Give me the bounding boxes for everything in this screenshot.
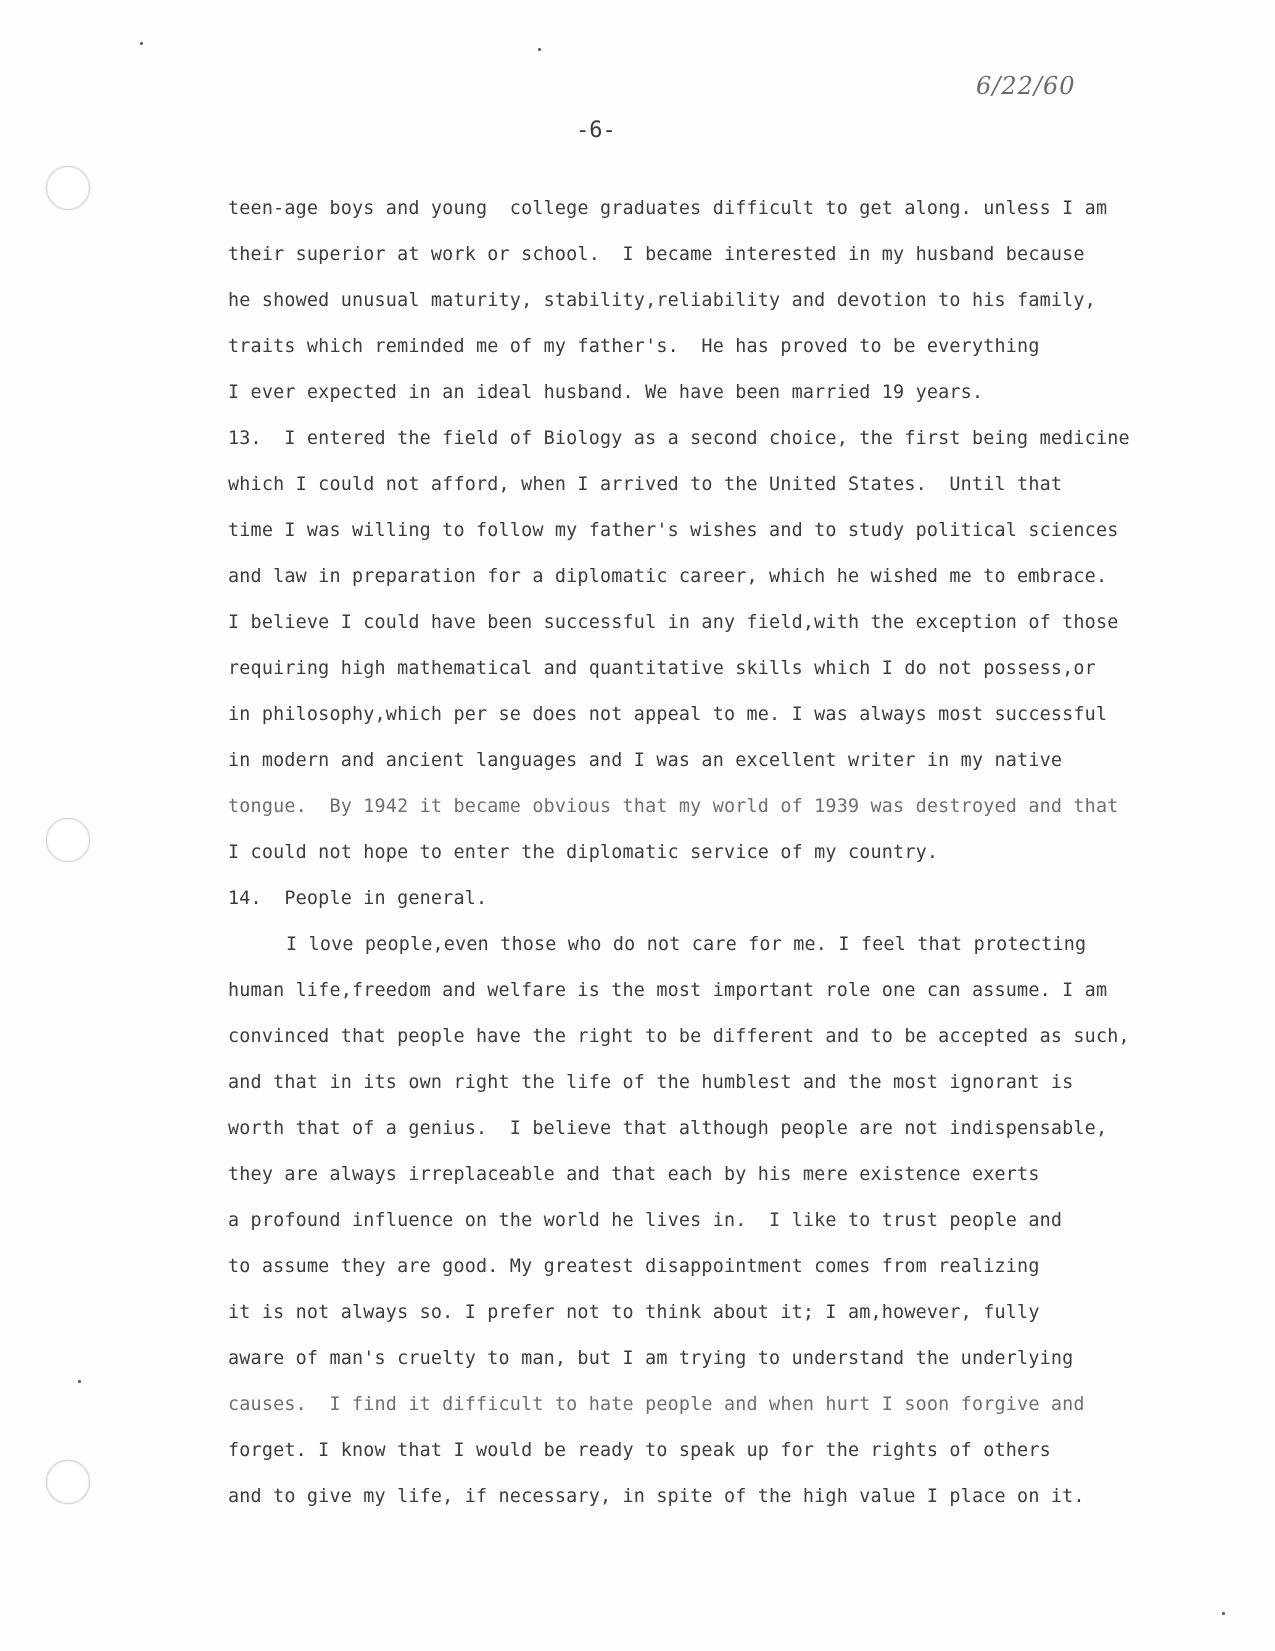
handwritten-date: 6/22/60: [976, 72, 1076, 100]
section-14-heading: 14. People in general.: [228, 888, 488, 909]
text-line: traits which reminded me of my father's. He has proved to be everything: [228, 336, 1040, 357]
text-line: and law in preparation for a diplomatic career, which he wished me to embrace.: [228, 566, 1108, 587]
typed-text-body: [228, 196, 1248, 1530]
text-line: convinced that people have the right to be different and to be accepted as such,: [228, 1026, 1130, 1047]
paragraph-14-start: I love people,even those who do not care for me. I feel that protecting: [286, 934, 1087, 955]
text-line: he showed unusual maturity, stability,reliability and devotion to his family,: [228, 290, 1096, 311]
text-line: which I could not afford, when I arrived to the United States. Until that: [228, 474, 1063, 495]
text-line: time I was willing to follow my father's wishes and to study political sciences: [228, 520, 1119, 541]
text-line: in philosophy,which per se does not appeal to me. I was always most successful: [228, 704, 1108, 725]
binder-hole: [46, 166, 90, 210]
text-line: human life,freedom and welfare is the most important role one can assume. I am: [228, 980, 1108, 1001]
text-line: it is not always so. I prefer not to think about it; I am,however, fully: [228, 1302, 1040, 1323]
text-line: I ever expected in an ideal husband. We have been married 19 years.: [228, 382, 984, 403]
text-line: and to give my life, if necessary, in spite of the high value I place on it.: [228, 1486, 1085, 1507]
page-number: -6-: [576, 118, 616, 143]
text-line: they are always irreplaceable and that each by his mere existence exerts: [228, 1164, 1040, 1185]
text-line: worth that of a genius. I believe that although people are not indispensable,: [228, 1118, 1108, 1139]
text-line: causes. I find it difficult to hate people and when hurt I soon forgive and: [228, 1394, 1085, 1415]
text-line: and that in its own right the life of the humblest and the most ignorant is: [228, 1072, 1074, 1093]
text-line: to assume they are good. My greatest disappointment comes from realizing: [228, 1256, 1040, 1277]
text-line: forget. I know that I would be ready to speak up for the rights of others: [228, 1440, 1051, 1461]
scan-speck: [78, 1380, 81, 1383]
scan-speck: [140, 42, 143, 45]
text-line: I could not hope to enter the diplomatic service of my country.: [228, 842, 939, 863]
scan-speck: [1222, 1612, 1225, 1615]
text-line: I believe I could have been successful in any field,with the exception of those: [228, 612, 1119, 633]
binder-hole: [46, 818, 90, 862]
text-line: teen-age boys and young college graduates difficult to get along. unless I am: [228, 198, 1108, 219]
scan-speck: [538, 48, 541, 51]
binder-hole: [46, 1460, 90, 1504]
text-line: a profound influence on the world he lives in. I like to trust people and: [228, 1210, 1063, 1231]
text-line: their superior at work or school. I became interested in my husband because: [228, 244, 1085, 265]
text-line: in modern and ancient languages and I was an excellent writer in my native: [228, 750, 1063, 771]
paragraph-13-start: 13. I entered the field of Biology as a second choice, the first being medicine: [228, 428, 1130, 449]
text-line: tongue. By 1942 it became obvious that my world of 1939 was destroyed and that: [228, 796, 1119, 817]
text-line: aware of man's cruelty to man, but I am trying to understand the underlying: [228, 1348, 1074, 1369]
text-line: requiring high mathematical and quantitative skills which I do not possess,or: [228, 658, 1096, 679]
